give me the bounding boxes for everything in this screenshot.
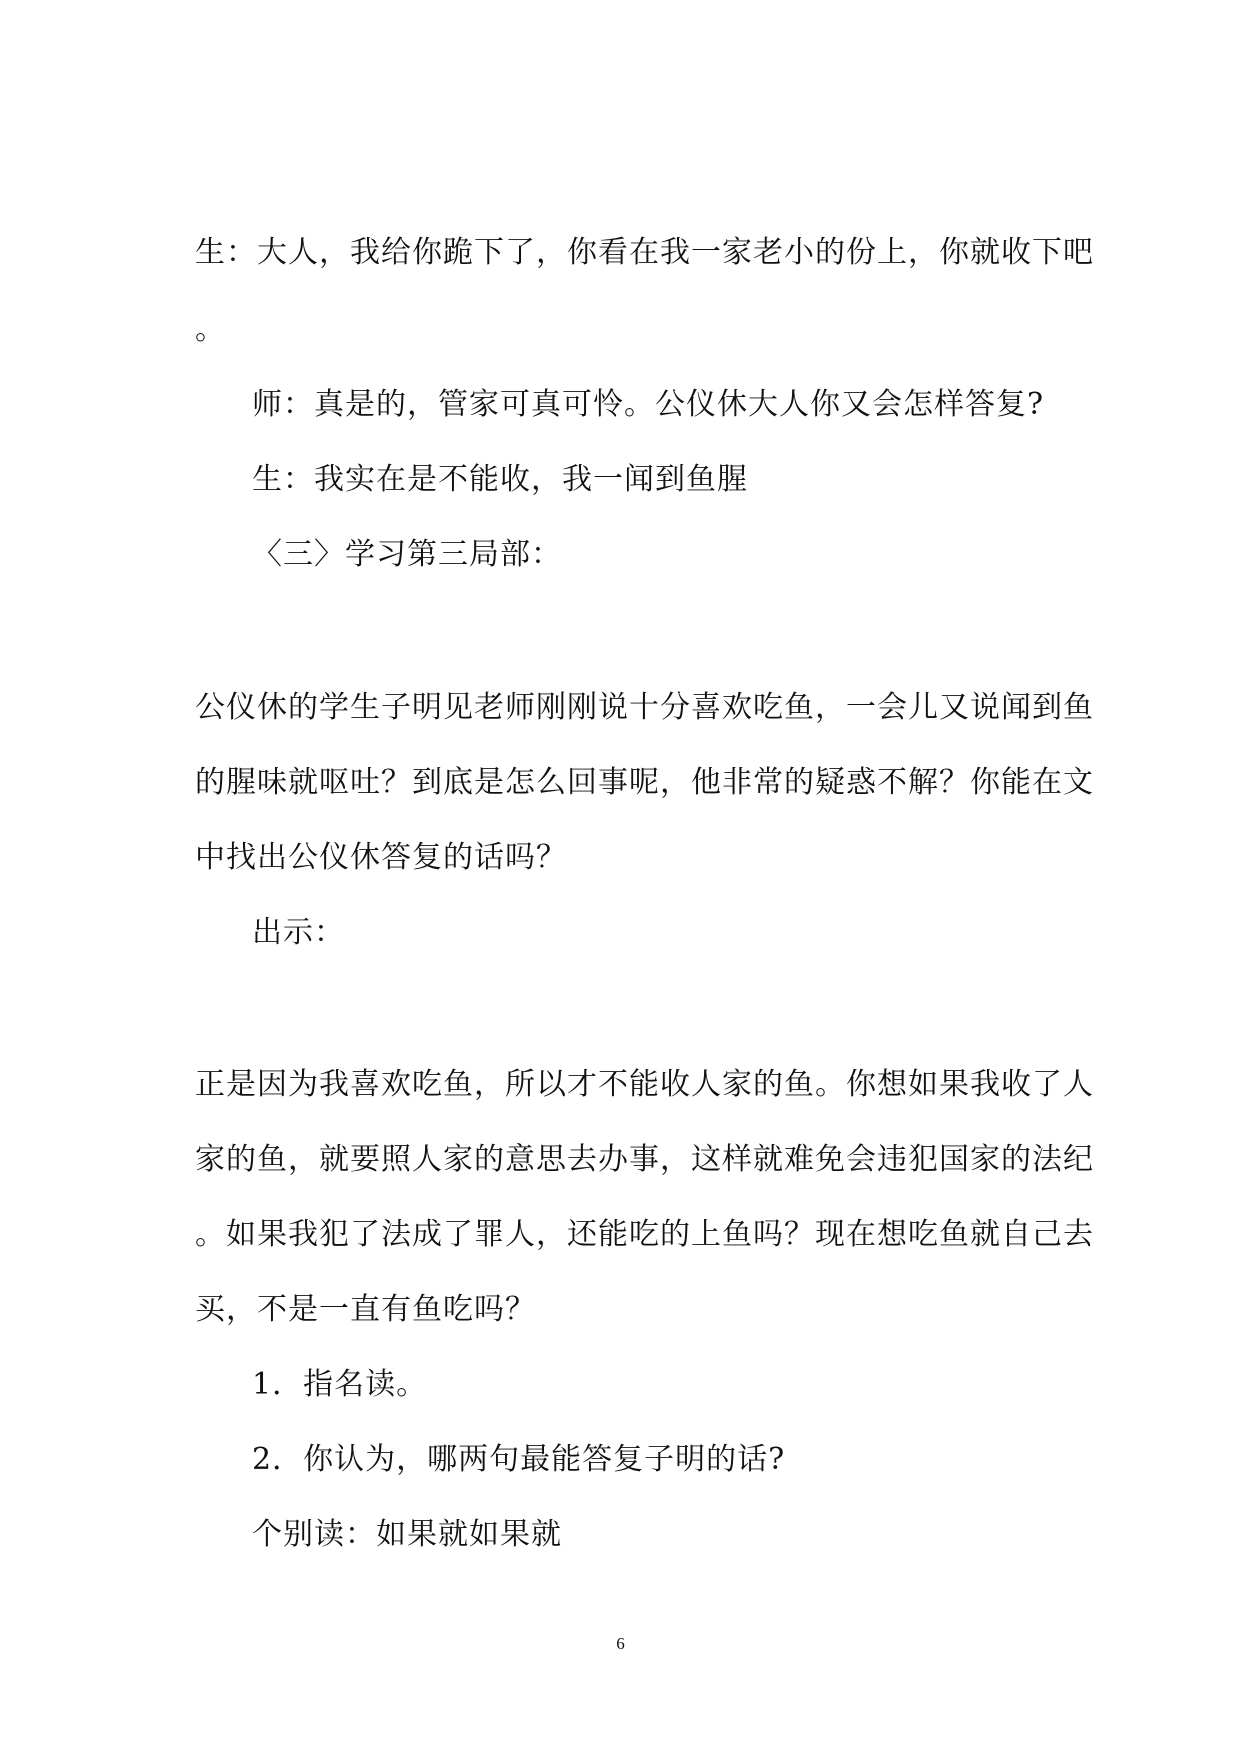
list-item: 2．你认为，哪两句最能答复子明的话?: [252, 1442, 786, 1477]
quote-line: 家的鱼，就要照人家的意思去办事，这样就难免会违犯国家的法纪: [195, 1142, 1094, 1177]
quote-line: 。如果我犯了法成了罪人，还能吃的上鱼吗？现在想吃鱼就自己去: [195, 1217, 1094, 1252]
paragraph-line: 生：大人，我给你跪下了，你看在我一家老小的份上，你就收下吧: [195, 235, 1094, 270]
paragraph-line: 生：我实在是不能收，我一闻到鱼腥: [252, 462, 748, 497]
paragraph-line: 公仪休的学生子明见老师刚刚说十分喜欢吃鱼，一会儿又说闻到鱼: [195, 690, 1094, 725]
quote-line: 买，不是一直有鱼吃吗？: [195, 1292, 536, 1327]
paragraph-line: 。: [195, 312, 226, 347]
quote-line: 正是因为我喜欢吃鱼，所以才不能收人家的鱼。你想如果我收了人: [195, 1067, 1094, 1102]
section-heading: 〈三〉学习第三局部：: [252, 537, 562, 572]
paragraph-line: 师：真是的，管家可真可怜。公仪休大人你又会怎样答复?: [252, 387, 1045, 422]
paragraph-line: 出示：: [252, 915, 345, 950]
paragraph-line: 个别读：如果就如果就: [252, 1517, 562, 1552]
paragraph-line: 中找出公仪休答复的话吗？: [195, 840, 567, 875]
list-item: 1．指名读。: [252, 1367, 428, 1402]
page-number: 6: [616, 1634, 625, 1653]
paragraph-line: 的腥味就呕吐？到底是怎么回事呢，他非常的疑惑不解？你能在文: [195, 765, 1094, 800]
